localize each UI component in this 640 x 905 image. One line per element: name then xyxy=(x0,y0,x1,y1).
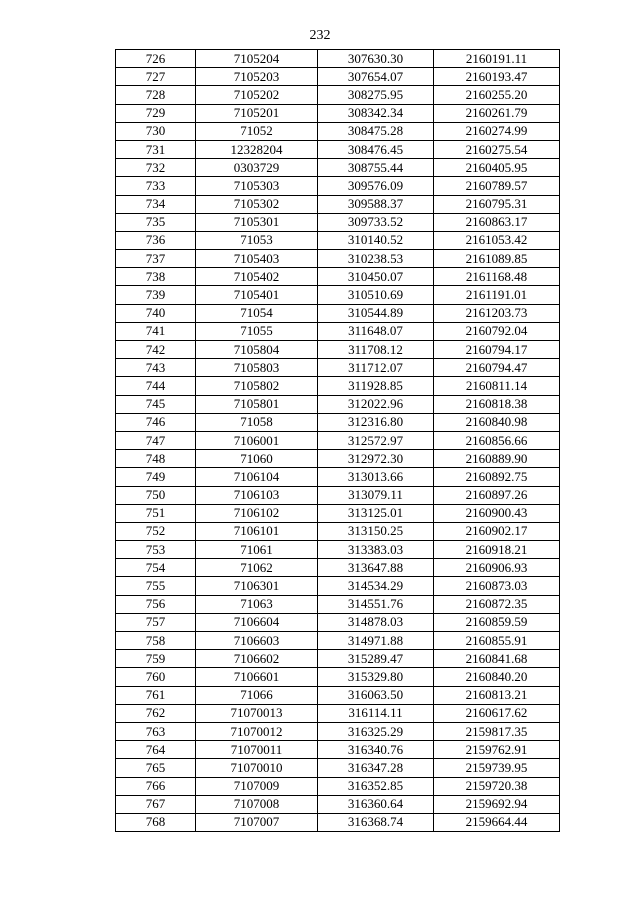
table-row xyxy=(116,304,560,322)
x-coordinate-cell: 314971.88 xyxy=(318,632,434,650)
table-row xyxy=(116,486,560,504)
x-coordinate-cell: 313079.11 xyxy=(318,486,434,504)
table-row xyxy=(116,468,560,486)
row-index-cell: 742 xyxy=(116,341,196,359)
x-coordinate-cell: 313013.66 xyxy=(318,468,434,486)
y-coordinate-cell: 2160906.93 xyxy=(434,559,560,577)
y-coordinate-cell: 2160261.79 xyxy=(434,104,560,122)
x-coordinate-cell: 316325.29 xyxy=(318,722,434,740)
table-row xyxy=(116,559,560,577)
row-index-cell: 744 xyxy=(116,377,196,395)
y-coordinate-cell: 2161203.73 xyxy=(434,304,560,322)
table-row xyxy=(116,140,560,158)
y-coordinate-cell: 2160863.17 xyxy=(434,213,560,231)
table-row xyxy=(116,522,560,540)
y-coordinate-cell: 2159664.44 xyxy=(434,813,560,831)
row-index-cell: 735 xyxy=(116,213,196,231)
point-id-cell: 7107009 xyxy=(196,777,318,795)
table-row xyxy=(116,722,560,740)
table-row xyxy=(116,450,560,468)
row-index-cell: 736 xyxy=(116,231,196,249)
row-index-cell: 750 xyxy=(116,486,196,504)
x-coordinate-cell: 312022.96 xyxy=(318,395,434,413)
table-row xyxy=(116,213,560,231)
x-coordinate-cell: 308476.45 xyxy=(318,140,434,158)
table-row xyxy=(116,431,560,449)
y-coordinate-cell: 2160792.04 xyxy=(434,322,560,340)
row-index-cell: 730 xyxy=(116,122,196,140)
row-index-cell: 768 xyxy=(116,813,196,831)
point-id-cell: 7106104 xyxy=(196,468,318,486)
x-coordinate-cell: 314534.29 xyxy=(318,577,434,595)
x-coordinate-cell: 316347.28 xyxy=(318,759,434,777)
point-id-cell: 7106103 xyxy=(196,486,318,504)
row-index-cell: 760 xyxy=(116,668,196,686)
table-row xyxy=(116,795,560,813)
x-coordinate-cell: 311708.12 xyxy=(318,341,434,359)
table-row xyxy=(116,122,560,140)
y-coordinate-cell: 2160794.47 xyxy=(434,359,560,377)
table-row xyxy=(116,359,560,377)
point-id-cell: 7105402 xyxy=(196,268,318,286)
table-row xyxy=(116,704,560,722)
x-coordinate-cell: 316063.50 xyxy=(318,686,434,704)
row-index-cell: 737 xyxy=(116,250,196,268)
y-coordinate-cell: 2160813.21 xyxy=(434,686,560,704)
y-coordinate-cell: 2160873.03 xyxy=(434,577,560,595)
page-number: 232 xyxy=(309,28,331,43)
row-index-cell: 728 xyxy=(116,86,196,104)
row-index-cell: 763 xyxy=(116,722,196,740)
y-coordinate-cell: 2160840.98 xyxy=(434,413,560,431)
row-index-cell: 755 xyxy=(116,577,196,595)
y-coordinate-cell: 2160255.20 xyxy=(434,86,560,104)
point-id-cell: 7106602 xyxy=(196,650,318,668)
y-coordinate-cell: 2159720.38 xyxy=(434,777,560,795)
point-id-cell: 7105801 xyxy=(196,395,318,413)
y-coordinate-cell: 2161191.01 xyxy=(434,286,560,304)
point-id-cell: 7105803 xyxy=(196,359,318,377)
row-index-cell: 749 xyxy=(116,468,196,486)
y-coordinate-cell: 2160818.38 xyxy=(434,395,560,413)
x-coordinate-cell: 310238.53 xyxy=(318,250,434,268)
x-coordinate-cell: 310450.07 xyxy=(318,268,434,286)
row-index-cell: 754 xyxy=(116,559,196,577)
point-id-cell: 71070012 xyxy=(196,722,318,740)
y-coordinate-cell: 2160795.31 xyxy=(434,195,560,213)
table-row xyxy=(116,813,560,831)
y-coordinate-cell: 2160889.90 xyxy=(434,450,560,468)
y-coordinate-cell: 2160405.95 xyxy=(434,159,560,177)
point-id-cell: 7107007 xyxy=(196,813,318,831)
table-row xyxy=(116,777,560,795)
x-coordinate-cell: 313125.01 xyxy=(318,504,434,522)
x-coordinate-cell: 308275.95 xyxy=(318,86,434,104)
point-id-cell: 71055 xyxy=(196,322,318,340)
x-coordinate-cell: 308475.28 xyxy=(318,122,434,140)
x-coordinate-cell: 315329.80 xyxy=(318,668,434,686)
row-index-cell: 731 xyxy=(116,140,196,158)
table-row xyxy=(116,650,560,668)
point-id-cell: 71063 xyxy=(196,595,318,613)
point-id-cell: 7105804 xyxy=(196,341,318,359)
table-row xyxy=(116,159,560,177)
row-index-cell: 741 xyxy=(116,322,196,340)
row-index-cell: 747 xyxy=(116,431,196,449)
y-coordinate-cell: 2159817.35 xyxy=(434,722,560,740)
x-coordinate-cell: 311648.07 xyxy=(318,322,434,340)
table-row xyxy=(116,177,560,195)
point-id-cell: 71054 xyxy=(196,304,318,322)
x-coordinate-cell: 313383.03 xyxy=(318,541,434,559)
row-index-cell: 726 xyxy=(116,50,196,68)
x-coordinate-cell: 310544.89 xyxy=(318,304,434,322)
point-id-cell: 71062 xyxy=(196,559,318,577)
x-coordinate-cell: 312316.80 xyxy=(318,413,434,431)
point-id-cell: 71053 xyxy=(196,231,318,249)
x-coordinate-cell: 311712.07 xyxy=(318,359,434,377)
y-coordinate-cell: 2160811.14 xyxy=(434,377,560,395)
row-index-cell: 729 xyxy=(116,104,196,122)
point-id-cell: 7105203 xyxy=(196,68,318,86)
row-index-cell: 743 xyxy=(116,359,196,377)
point-id-cell: 7106001 xyxy=(196,431,318,449)
y-coordinate-cell: 2160841.68 xyxy=(434,650,560,668)
y-coordinate-cell: 2160275.54 xyxy=(434,140,560,158)
y-coordinate-cell: 2160897.26 xyxy=(434,486,560,504)
x-coordinate-cell: 308342.34 xyxy=(318,104,434,122)
point-id-cell: 71070013 xyxy=(196,704,318,722)
table-row xyxy=(116,632,560,650)
y-coordinate-cell: 2160872.35 xyxy=(434,595,560,613)
row-index-cell: 745 xyxy=(116,395,196,413)
table-row xyxy=(116,577,560,595)
y-coordinate-cell: 2161089.85 xyxy=(434,250,560,268)
row-index-cell: 752 xyxy=(116,522,196,540)
point-id-cell: 12328204 xyxy=(196,140,318,158)
row-index-cell: 746 xyxy=(116,413,196,431)
table-row xyxy=(116,86,560,104)
point-id-cell: 71066 xyxy=(196,686,318,704)
point-id-cell: 7105301 xyxy=(196,213,318,231)
x-coordinate-cell: 316368.74 xyxy=(318,813,434,831)
y-coordinate-cell: 2160918.21 xyxy=(434,541,560,559)
y-coordinate-cell: 2160892.75 xyxy=(434,468,560,486)
y-coordinate-cell: 2159692.94 xyxy=(434,795,560,813)
table-body xyxy=(116,50,560,832)
y-coordinate-cell: 2160855.91 xyxy=(434,632,560,650)
x-coordinate-cell: 314878.03 xyxy=(318,613,434,631)
table-row xyxy=(116,741,560,759)
table-row xyxy=(116,341,560,359)
row-index-cell: 757 xyxy=(116,613,196,631)
y-coordinate-cell: 2160191.11 xyxy=(434,50,560,68)
table-row xyxy=(116,268,560,286)
x-coordinate-cell: 316360.64 xyxy=(318,795,434,813)
point-id-cell: 7105204 xyxy=(196,50,318,68)
point-id-cell: 71061 xyxy=(196,541,318,559)
row-index-cell: 762 xyxy=(116,704,196,722)
y-coordinate-cell: 2160900.43 xyxy=(434,504,560,522)
x-coordinate-cell: 315289.47 xyxy=(318,650,434,668)
coordinates-table xyxy=(115,49,560,832)
x-coordinate-cell: 312572.97 xyxy=(318,431,434,449)
y-coordinate-cell: 2160856.66 xyxy=(434,431,560,449)
row-index-cell: 740 xyxy=(116,304,196,322)
point-id-cell: 7105403 xyxy=(196,250,318,268)
point-id-cell: 7106604 xyxy=(196,613,318,631)
row-index-cell: 734 xyxy=(116,195,196,213)
x-coordinate-cell: 307654.07 xyxy=(318,68,434,86)
table-row xyxy=(116,250,560,268)
row-index-cell: 727 xyxy=(116,68,196,86)
point-id-cell: 7107008 xyxy=(196,795,318,813)
table-row xyxy=(116,541,560,559)
row-index-cell: 761 xyxy=(116,686,196,704)
point-id-cell: 0303729 xyxy=(196,159,318,177)
point-id-cell: 7106601 xyxy=(196,668,318,686)
x-coordinate-cell: 309588.37 xyxy=(318,195,434,213)
point-id-cell: 7105401 xyxy=(196,286,318,304)
row-index-cell: 739 xyxy=(116,286,196,304)
row-index-cell: 765 xyxy=(116,759,196,777)
point-id-cell: 71058 xyxy=(196,413,318,431)
y-coordinate-cell: 2161053.42 xyxy=(434,231,560,249)
point-id-cell: 7106102 xyxy=(196,504,318,522)
table-row xyxy=(116,668,560,686)
x-coordinate-cell: 310510.69 xyxy=(318,286,434,304)
x-coordinate-cell: 316352.85 xyxy=(318,777,434,795)
point-id-cell: 71052 xyxy=(196,122,318,140)
row-index-cell: 766 xyxy=(116,777,196,795)
table-row xyxy=(116,50,560,68)
point-id-cell: 7106301 xyxy=(196,577,318,595)
table-row xyxy=(116,504,560,522)
y-coordinate-cell: 2160617.62 xyxy=(434,704,560,722)
table-row xyxy=(116,104,560,122)
x-coordinate-cell: 309733.52 xyxy=(318,213,434,231)
x-coordinate-cell: 310140.52 xyxy=(318,231,434,249)
table-row xyxy=(116,595,560,613)
y-coordinate-cell: 2159762.91 xyxy=(434,741,560,759)
x-coordinate-cell: 314551.76 xyxy=(318,595,434,613)
point-id-cell: 71060 xyxy=(196,450,318,468)
point-id-cell: 7105201 xyxy=(196,104,318,122)
table-row xyxy=(116,231,560,249)
row-index-cell: 767 xyxy=(116,795,196,813)
row-index-cell: 753 xyxy=(116,541,196,559)
y-coordinate-cell: 2160789.57 xyxy=(434,177,560,195)
y-coordinate-cell: 2159739.95 xyxy=(434,759,560,777)
x-coordinate-cell: 312972.30 xyxy=(318,450,434,468)
row-index-cell: 748 xyxy=(116,450,196,468)
point-id-cell: 7105802 xyxy=(196,377,318,395)
point-id-cell: 71070011 xyxy=(196,741,318,759)
y-coordinate-cell: 2161168.48 xyxy=(434,268,560,286)
point-id-cell: 7105303 xyxy=(196,177,318,195)
y-coordinate-cell: 2160902.17 xyxy=(434,522,560,540)
row-index-cell: 732 xyxy=(116,159,196,177)
x-coordinate-cell: 309576.09 xyxy=(318,177,434,195)
row-index-cell: 738 xyxy=(116,268,196,286)
x-coordinate-cell: 316114.11 xyxy=(318,704,434,722)
row-index-cell: 764 xyxy=(116,741,196,759)
table-row xyxy=(116,286,560,304)
table-row xyxy=(116,377,560,395)
row-index-cell: 759 xyxy=(116,650,196,668)
x-coordinate-cell: 316340.76 xyxy=(318,741,434,759)
row-index-cell: 756 xyxy=(116,595,196,613)
table-row xyxy=(116,68,560,86)
row-index-cell: 758 xyxy=(116,632,196,650)
row-index-cell: 733 xyxy=(116,177,196,195)
table-row xyxy=(116,413,560,431)
point-id-cell: 7105202 xyxy=(196,86,318,104)
x-coordinate-cell: 311928.85 xyxy=(318,377,434,395)
table-row xyxy=(116,195,560,213)
y-coordinate-cell: 2160274.99 xyxy=(434,122,560,140)
x-coordinate-cell: 308755.44 xyxy=(318,159,434,177)
point-id-cell: 7105302 xyxy=(196,195,318,213)
y-coordinate-cell: 2160859.59 xyxy=(434,613,560,631)
x-coordinate-cell: 313647.88 xyxy=(318,559,434,577)
y-coordinate-cell: 2160193.47 xyxy=(434,68,560,86)
table-row xyxy=(116,395,560,413)
table-row xyxy=(116,322,560,340)
row-index-cell: 751 xyxy=(116,504,196,522)
table-row xyxy=(116,686,560,704)
x-coordinate-cell: 307630.30 xyxy=(318,50,434,68)
point-id-cell: 7106603 xyxy=(196,632,318,650)
table-row xyxy=(116,759,560,777)
point-id-cell: 7106101 xyxy=(196,522,318,540)
table-row xyxy=(116,613,560,631)
x-coordinate-cell: 313150.25 xyxy=(318,522,434,540)
point-id-cell: 71070010 xyxy=(196,759,318,777)
y-coordinate-cell: 2160840.20 xyxy=(434,668,560,686)
y-coordinate-cell: 2160794.17 xyxy=(434,341,560,359)
